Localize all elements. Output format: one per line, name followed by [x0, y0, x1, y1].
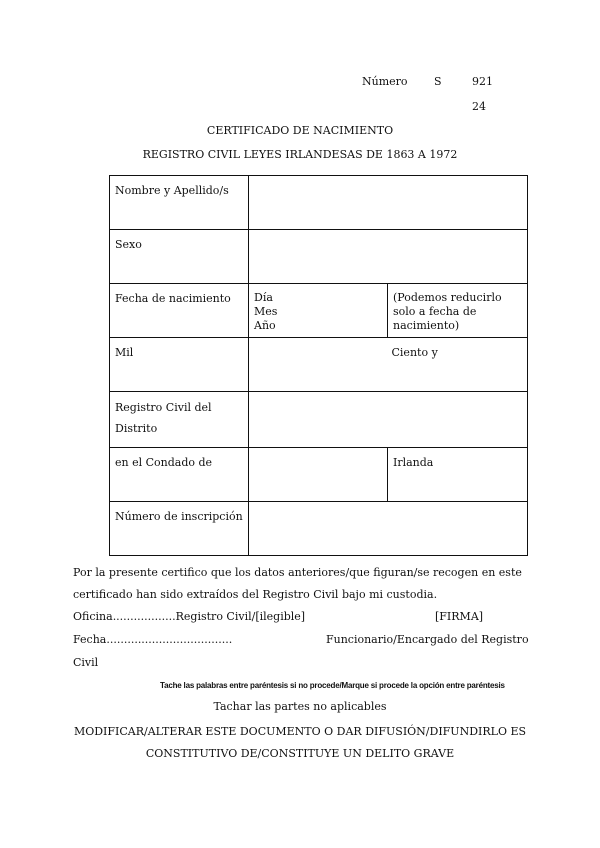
reducir-note: (Podemos reducirlo solo a fecha de nacimiento)	[393, 291, 502, 332]
registro-distrito-label: Registro Civil del Distrito	[115, 401, 212, 435]
warning-line-1: MODIFICAR/ALTERAR ESTE DOCUMENTO O DAR DIFUSIÓN/DIFUNDIRLO ES	[73, 725, 527, 738]
row-fecha	[110, 284, 528, 338]
row-mil	[110, 338, 528, 392]
anio-label: Año	[254, 319, 276, 332]
registro-value	[249, 392, 528, 448]
warning-line-2: CONSTITUTIVO DE/CONSTITUYE UN DELITO GRAVE	[145, 747, 455, 760]
oficina-label: Oficina	[73, 610, 113, 623]
numero-label: Número	[362, 75, 408, 88]
oficina-dots: ..................	[112, 610, 176, 623]
condado-value	[249, 448, 388, 502]
row-registro	[110, 392, 528, 448]
serie-label: S	[434, 75, 442, 88]
fecha-trail: ..	[225, 633, 233, 646]
condado-label: en el Condado de	[115, 456, 213, 469]
numero-value: 921	[472, 75, 493, 88]
small-note: Tache las palabras entre paréntesis si no procede/Marque si procede la opción entre paréntesis	[160, 681, 505, 690]
fecha-dots: ..................................	[106, 633, 226, 646]
nombre-label: Nombre y Apellido/s	[115, 184, 229, 197]
document-subtitle: REGISTRO CIVIL LEYES IRLANDESAS DE 1863 A 1972	[142, 148, 458, 161]
certify-line-1: Por la presente certifico que los datos anteriores/que figuran/se recogen en este	[73, 566, 522, 579]
oficina-line	[73, 610, 305, 623]
irlanda-label: Irlanda	[393, 456, 434, 469]
ciento-label: Ciento y	[391, 346, 438, 359]
row-nombre	[110, 176, 528, 230]
dia-label: Día	[254, 291, 273, 304]
fecha-line	[73, 633, 232, 646]
row-condado	[110, 448, 528, 502]
tachar-note: Tachar las partes no aplicables	[213, 700, 387, 713]
sexo-label: Sexo	[115, 238, 142, 251]
oficina-value: Registro Civil/[ilegible]	[175, 610, 306, 623]
inscripcion-value	[249, 502, 528, 556]
numero-value-2: 24	[472, 100, 486, 113]
document-title: CERTIFICADO DE NACIMIENTO	[206, 124, 394, 137]
row-sexo	[110, 230, 528, 284]
nombre-value	[249, 176, 528, 230]
inscripcion-label: Número de inscripción	[115, 510, 243, 523]
certify-line-2: certificado han sido extraídos del Registro Civil bajo mi custodia.	[73, 588, 438, 601]
fecha-label: Fecha	[73, 633, 107, 646]
row-inscripcion	[110, 502, 528, 556]
firma-label: [FIRMA]	[435, 610, 484, 623]
mes-label: Mes	[254, 305, 278, 318]
sexo-value	[249, 230, 528, 284]
mil-label: Mil	[115, 346, 134, 359]
funcionario-line-1: Funcionario/Encargado del Registro	[326, 633, 529, 646]
fecha-nacimiento-label: Fecha de nacimiento	[115, 292, 231, 305]
funcionario-line-2: Civil	[73, 656, 99, 669]
certificate-table	[109, 175, 528, 556]
